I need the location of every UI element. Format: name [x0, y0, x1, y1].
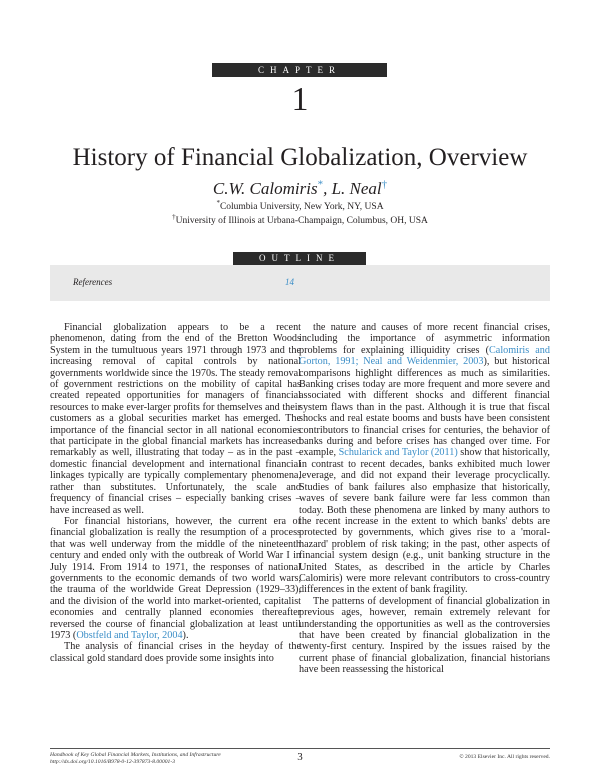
chapter-number: 1	[291, 81, 309, 118]
body-column-right	[299, 322, 550, 676]
outline-page-link[interactable]: 14	[285, 277, 294, 287]
body-column-left	[50, 322, 301, 664]
author-affiliation-link[interactable]: †	[381, 178, 388, 191]
author-name: L. Neal	[331, 179, 382, 198]
footer-doi[interactable]: http://dx.doi.org/10.1016/B978-0-12-397873-8.00001-3	[50, 759, 176, 765]
paragraph	[299, 596, 550, 676]
paragraph	[50, 641, 301, 664]
author-name: C.W. Calomiris	[212, 179, 318, 198]
footer-rule	[50, 748, 550, 749]
affiliation-text: University of Illinois at Urbana-Champaign, Columbus, OH, USA	[175, 216, 428, 226]
citation-link[interactable]: Schularick and Taylor (2011)	[338, 447, 458, 459]
paragraph-text: The analysis of financial crises in the heyday of the classical gold standard does provide some insights into	[50, 641, 301, 664]
affiliation	[0, 212, 600, 227]
citation-link[interactable]: Calomiris and Gorton, 1991; Neal and Weidenmier, 2003	[299, 344, 550, 368]
affiliation-mark: *	[216, 198, 220, 207]
article-title: History of Financial Globalization, Overview	[72, 144, 528, 171]
affiliation-mark: †	[172, 212, 176, 221]
paragraph	[50, 322, 301, 516]
page-number: 3	[297, 751, 303, 763]
footer-book-title: Handbook of Key Global Financial Markets, Institutions, and Infrastructure	[50, 752, 221, 758]
author-separator: ,	[323, 179, 332, 198]
footer-copyright: © 2013 Elsevier Inc. All rights reserved.	[459, 754, 550, 760]
outline-label: OUTLINE	[233, 252, 366, 265]
paragraph-text: ), but historical comparisons highlight differences as much as similarities. Banking crises today are more frequent and more severe and associated with different shocks and different financial system flaws than in the past. Although it is true that fiscal shocks and real estate booms and busts have been consistent contributors to financial crises for centuries, the behavior of banks during and before crises has changed over time. For example,	[299, 356, 550, 459]
paragraph	[50, 516, 301, 641]
chapter-label: CHAPTER	[212, 63, 387, 77]
author-line	[0, 178, 600, 200]
paragraph-text: show that historically, in contrast to recent decades, banks exhibited much lower leverage, and did not expand their leverage procyclically. Studies of bank failures also emphasize that historically, waves of severe bank failure were far less common than today. Both these phenomena are linked by many authors to the recent increase in the extent to which banks' debts are protected by governments, which gives rise to a 'moral-hazard' problem of risk taking; in the past, other aspects of financial system design (e.g., unit banking structure in the United States, as described in the article by Charles Calomiris) were more relevant contributors to cross-country differences in the extent of bank fragility.	[299, 447, 550, 596]
author-affiliation-link[interactable]: *	[317, 178, 324, 191]
outline-box	[50, 265, 550, 301]
paragraph-text: the nature and causes of more recent financial crises, including the importance of asymmetric information problems for explaining illiquidity crises (	[299, 322, 550, 356]
paragraph-text: The patterns of development of financial globalization in previous ages, however, remain extremely relevant for understanding the opportunities as well as the controversies that have been created by financial globalization in the twenty-first century. Inspired by the issues raised by the current phase of financial globalization, financial historians have been reassessing the historical	[299, 595, 550, 676]
citation-link[interactable]: Obstfeld and Taylor, 2004	[76, 629, 183, 641]
paragraph-text: Financial globalization appears to be a recent phenomenon, dating from the end of the Bretton Woods System in the tumultuous years 1971 through 1973 and the increasing removal of capital controls by national governments worldwide since the 1970s. The steady removal of government restrictions on the mobility of capital has created repeated opportunities for managers of financial resources to make ever-larger profits for themselves and their customers as a global securities market has emerged. The importance of the financial sector in all national economies that participate in the global financial markets has increased remarkably as well, illustrating that today – as in the past – domestic financial development and international financial linkages typically are typically complementary phenomena, rather than substitutes. Unfortunately, the scale and frequency of financial crises – especially banking crises – have increased as well.	[50, 322, 301, 516]
paragraph-text: ).	[182, 629, 189, 641]
paragraph	[299, 322, 550, 596]
affiliation-text: Columbia University, New York, NY, USA	[219, 202, 384, 212]
outline-item-references: References	[73, 277, 113, 287]
affiliation	[0, 198, 600, 213]
paragraph-text: For financial historians, however, the current era of financial globalization is really the resumption of a process that was well underway from the middle of the nineteenth century and ended only with the outbreak of World War I in July 1914. From 1914 to 1971, the responses of national governments to the economic demands of two world wars, the trauma of the worldwide Great Depression (1929–33), and the division of the world into market-oriented, capitalist economies and centrally planned economies thereafter reversed the course of financial globalization at least until 1973 (	[50, 515, 301, 641]
